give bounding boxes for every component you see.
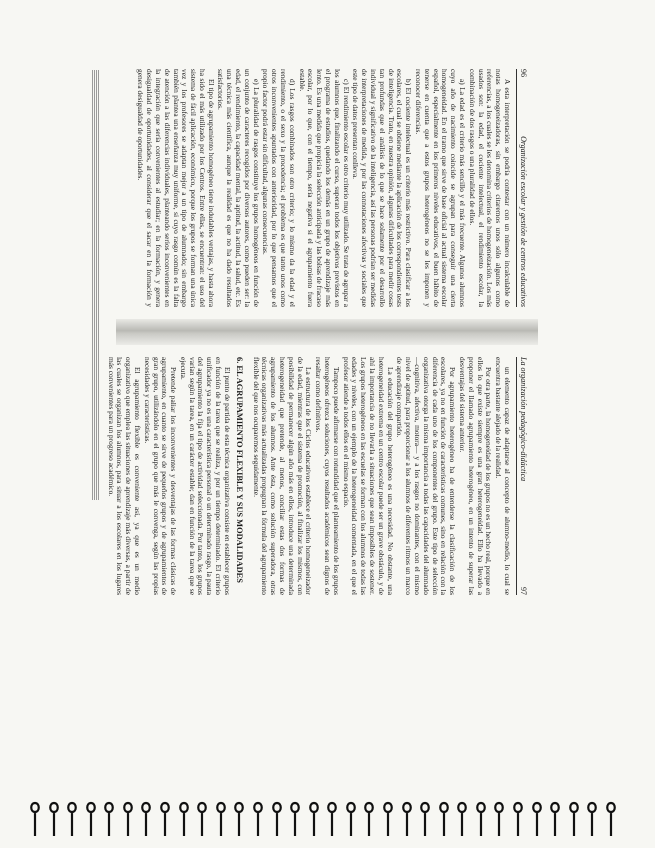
left-paragraph: El tipo de agrupamiento homogéneo tiene indudables ventajas, y hasta ahora ha sido el más utilizado por los Centros. Entre ellas, se encuentran: el uso del sistema de fácil aplicación, económico, porque los grupos se forman una única vez y los profesores se adaptan mejor a un tipo de alumnado; sin embargo también plantea una enseñanza muy uniforme, si cuyo rasgo común es la falta de atención a las diferencias individuales, planteando serios inconvenientes en la integración que sería convenientes al estudiar; en la formación, y genera desigualdad de oportunidades, al considerar que el sacar en la formación y genera desigualdad de oportunidades. [136,69,216,307]
binding-ring [400,800,414,838]
binding-ring [325,800,339,838]
binding-ring [214,800,228,838]
binding-ring [362,800,376,838]
right-paragraph: un elemento capaz de adaptarse al concepto de alumno-medio, lo cual se encuentra bastante alejado de la realidad. [494,357,512,595]
book-spread [106,57,538,607]
right-paragraph: La educación del grupo heterogéneo es una necesidad. No obstante, una heterogeneidad extrema en un centro escolar puede ser un grave obstáculo, y de ahí la importancia de no llevarla a situaciones que sean imposibles de sostener. Los grupos heterogéneos en las escuelas se forman con los alumnos de todas las edades y niveles, con un ejemplo de la heterogeneidad comentada, en el que el profesor atiende a todos ellos en el mismo espacio. [341,357,395,595]
book-gutter [116,319,538,345]
spiral-binding [28,800,618,840]
binding-ring [270,800,284,838]
left-paragraph: a) La edad es el criterio más sencillo y el más frecuente. Algunos alumnos cuyo año de nacimiento coincide se agrupan para conseguir una cierta homogeneidad. En el tramo que sirve de base oficial al actual sistema escolar español, especialmente en los primeros niveles educativos, el buen hábito de tenerse en cuenta que a estos grupos heterogéneos no se les imponen y reconocer diferencias. [414,69,468,307]
binding-ring [455,800,469,838]
binding-ring [307,800,321,838]
binding-ring [251,800,265,838]
binding-ring [474,800,488,838]
binding-ring [158,800,172,838]
left-running-head [516,69,528,307]
right-paragraph: El agrupamiento flexible es conveniente así, ya que es un medio organizativo que emplea las situaciones de aprendizaje más diversas, a partir de las cuales se organizan los alumnos, para situar a los escolares en los lugares más convenientes para un progreso académico. [106,357,142,595]
right-paragraph: El punto de partida de esta técnica organizativa consiste en establecer grupos en función de la tarea que se realiza, y por un tiempo determinado. El criterio unificador ya no es una característica personal o un determinado rasgo, la pauta del agrupamiento la fija el tipo de actividad seleccionada. Por tanto, los grupos varían según la tarea, en un carácter estable; dan en función de la tarea que se ejecuta. [178,357,232,595]
left-page [116,57,538,319]
binding-ring [195,800,209,838]
binding-ring [288,800,302,838]
right-running-head-text: La organización pedagógico-didáctica [519,357,528,482]
binding-ring [548,800,562,838]
binding-ring [47,800,61,838]
right-page-number: 97 [519,587,528,595]
right-paragraph: Por agrupamiento heterogéneo ha de entenderse la clasificación de los escolares, ya no en función de características comunes, sino en relación con la diferencia de cada uno de los componentes del grupo. Este tipo de selección organizativa otorga la misma importancia a todas las capacidades del alumnado —cognitiva, afectiva, motora— y a los rasgos no dominantes, con el mismo nivel de aptitud, para proporcionar a los alumnos de diferentes ritmos un marco de aprendizaje compartido. [395,357,458,595]
binding-ring [567,800,581,838]
right-paragraph: Tampoco puede afirmarse con rotundidad que el planteamiento de los grupos heterogéneos ofrezca soluciones, cuyos resultados académicos sean dignos de resaltar como definitivos. [314,357,341,595]
binding-ring [511,800,525,838]
binding-ring [139,800,153,838]
binding-ring [121,800,135,838]
binding-ring [492,800,506,838]
binding-ring [232,800,246,838]
right-page [106,345,538,607]
left-running-head-text: Organización escolar y gestión de centros educativos [519,136,528,307]
left-paragraph: d) Los rasgos combinados son otro criterio; y lo mismo da la edad y el rendimiento, o el sexo y la procedencia; el problema es que tanto unos como otros inconvenientes apuntados con anterioridad, por lo que pensamos que el propio factor podrá estar sin dificultad, algunas consecuencias. [261,69,297,307]
right-paragraph: La estructura de los Ciclos educativos establece el criterio homogeneizador de la edad, mientras que el sistema de promoción, al finalizar los mismos, con posibilidad de permanecer algún año más en ellos, introduce una determinada heterogeneidad que pretende, al menos, conciliar estas dos formas de agrupamiento de los alumnos. Ante ésta, como solución superadora, otras técnicas organizativas más actualizadas propugnan la fórmula del agrupamiento flexible del que nos ocuparemos seguidamente. [251,357,314,595]
binding-ring [381,800,395,838]
left-page-number: 96 [519,69,528,77]
binding-ring [437,800,451,838]
binding-ring [102,800,116,838]
binding-ring [177,800,191,838]
binding-ring [84,800,98,838]
binding-ring [28,800,42,838]
page-edge-lines [92,70,100,500]
binding-ring [585,800,599,838]
right-paragraph: Por otra parte, la homogeneidad de los grupos no es un hecho real, porque en ellos lo que existe siempre es una gran heterogeneidad. Ello ha llevado a proponer el llamado agrupamiento heterogéneo, en un intento de superar las desventajas del sistema anterior. [458,357,494,595]
right-paragraph: Pretende paliar los inconvenientes y desventajas de las formas clásicas de agrupamiento, en cuanto se sirve de pequeños grupos y de agrupamientos de gran grupo, utilizándolo en el grupo que más le convenga, según las propias necesidades y características. [142,357,179,595]
binding-ring [530,800,544,838]
left-paragraph: b) El cociente intelectual es un criterio más restrictivo. Para clasificar a los escolares, el cual se obtiene mediante la aplicación de los correspondientes tests de inteligencia. Trato, en nuestra opinión, algunas dificultades para medir cosas tan profundas que el análisis de lo que se hace solamente por el desarrollo individual y significativo de la inteligencia, así las personas podrían ser medidas de interpretaciones de medida, y por las connotaciones afectivas y sociales que este tipo de datos presentan conlleva. [351,69,414,307]
binding-ring [418,800,432,838]
binding-ring [65,800,79,838]
left-paragraph: e) La pluralidad de rasgos constituye los grupos homogéneos en función de un conjunto de caracteres recogidos por diversos autores, como pueden ser: la edad, el rendimiento, la capacidad mental, la aptitud, la actitud, la salud, etc. Es una técnica más científica, aunque la realidad es que no ha dado resultados satisfactorios. [216,69,261,307]
right-running-head [516,357,528,595]
left-paragraph: c) El rendimiento escolar es otro criterio muy utilizado. Se trata de agrupar a los alumnos que, finalizando el curso, superan todos los objetivos previstos en el programa de estudios, quedando los demás en un grupo de aprendizaje más lento. Es una medida que propicia la selección anticipada y las bolsas de fracaso escolar, por lo que, con el tiempo, sería negativa si el agrupamiento fuera estable. [297,69,351,307]
binding-ring [344,800,358,838]
left-paragraph: A esta interpretación se podría contestar con un número incalculable de notas homogeneizadoras, sin embargo citaremos unos sólo algunos como referencias, a los cuales se les denomina criterios de homogeneización. Los más usados son: la edad, el cociente intelectual, el rendimiento escolar, la combinación de dos rasgos o una pluralidad de ellos. [467,69,512,307]
binding-ring [604,800,618,838]
section-heading: 6. EL AGRUPAMIENTO FLEXIBLE Y SUS MODALIDADES [234,357,244,583]
